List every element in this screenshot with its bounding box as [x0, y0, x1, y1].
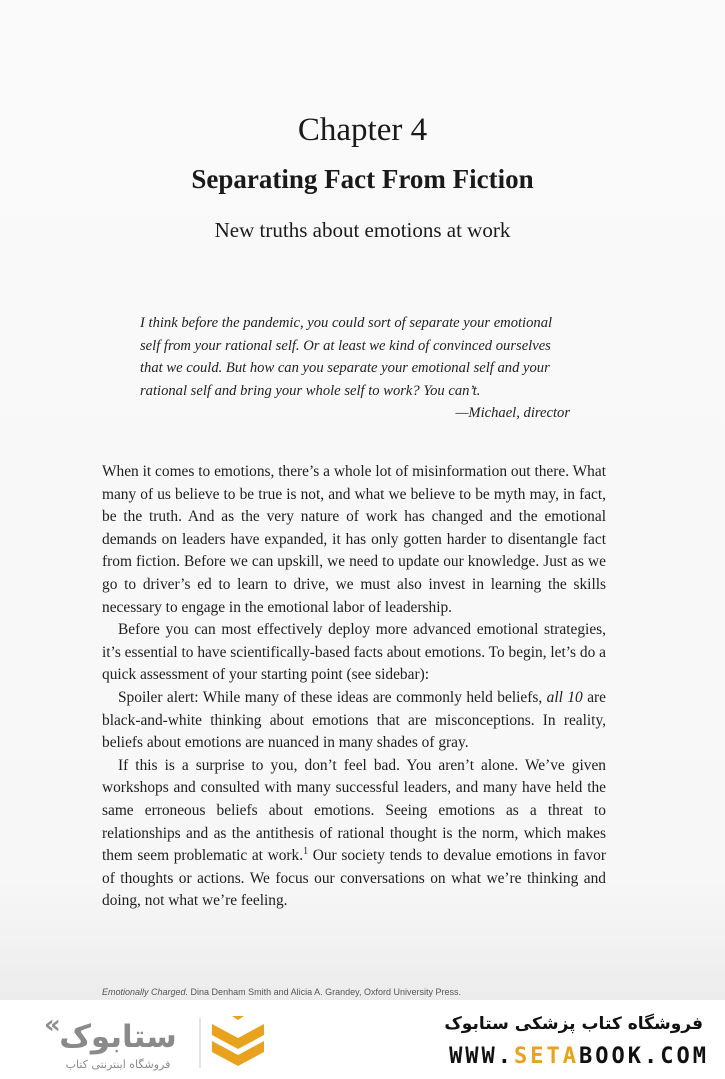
footer-authors: Dina Denham Smith and Alicia A. Grandey, Oxford University Press. [188, 987, 461, 997]
epigraph-line: I think before the pandemic, you could sort of separate your emotional [140, 315, 553, 331]
paragraph-4 [102, 755, 606, 913]
chapter-number: Chapter 4 [297, 112, 428, 148]
epigraph-line: that we could. But how can you separate your emotional self and your [140, 360, 550, 376]
setabook-logo [30, 1008, 280, 1074]
epigraph-line: rational self and bring your whole self to work? You can’t. [140, 382, 481, 399]
logo-text: ستابوک [59, 1019, 177, 1055]
paragraph-4-start: If this is a surprise to you, don’t feel bad. You aren’t alone. We’ve given workshops and consulted with many successful leaders, and many have held the same erroneous beliefs about emotions. Seeing emotions as a threat to relationships and as the antithesis of rational thought is the norm, which makes them seem problematic at work. [102, 756, 606, 865]
footnote-marker[interactable]: 1 [303, 845, 309, 857]
chapter-title: Separating Fact From Fiction [191, 164, 534, 194]
store-url-link[interactable] [449, 1044, 709, 1069]
body-text [102, 461, 606, 913]
paragraph-3-end: are black-and-white thinking about emotions that are misconceptions. In reality, beliefs about emotions are nuanced in many shades of gray. [102, 688, 606, 752]
paragraph-3 [102, 687, 606, 755]
paragraph-1: When it comes to emotions, there’s a whole lot of misinformation out there. What many of us believe to be true is not, and what we believe to be myth may, in fact, be the truth. And as the very nature of work has changed and the emotional demands on leaders have expanded, it has only gotten harder to disentangle fact from fiction. Before we can upskill, we need to update our knowledge. Just as we go to driver’s ed to learn to drive, we must also invest in learning the skills necessary to engage in the emotional labor of leadership. [102, 463, 606, 616]
chapter-subtitle: New truths about emotions at work [214, 218, 511, 242]
svg-text:«: « [44, 1010, 61, 1040]
epigraph [140, 312, 570, 425]
url-accent: SETA [514, 1044, 580, 1069]
paragraph-3-emphasis: all 10 [546, 688, 583, 706]
paragraph-2: Before you can most effectively deploy more advanced emotional strategies, it’s essential to have scientifically-based facts about emotions. To begin, let’s do a quick assessment of your starting point (see sidebar): [102, 621, 606, 684]
footer-citation [102, 987, 461, 997]
footer-book-title: Emotionally Charged. [102, 987, 189, 997]
epigraph-attribution: —Michael, director [455, 405, 570, 421]
store-name: فروشگاه کتاب پزشکی ستابوک [444, 1014, 703, 1034]
url-prefix: WWW. [449, 1044, 515, 1069]
paragraph-4-end: Our society tends to devalue emotions in favor of thoughts or actions. We focus our conversations on what we’re thinking and doing, not what we’re feeling. [102, 847, 606, 910]
paragraph-3-start: Spoiler alert: While many of these ideas are commonly held beliefs, [118, 688, 547, 706]
logo-subtext: فروشگاه اینترنتی کتاب [65, 1058, 171, 1071]
store-banner[interactable] [0, 1000, 725, 1079]
url-suffix: BOOK.COM [579, 1044, 709, 1069]
epigraph-line: self from your rational self. Or at least we kind of convinced ourselves [140, 337, 551, 354]
